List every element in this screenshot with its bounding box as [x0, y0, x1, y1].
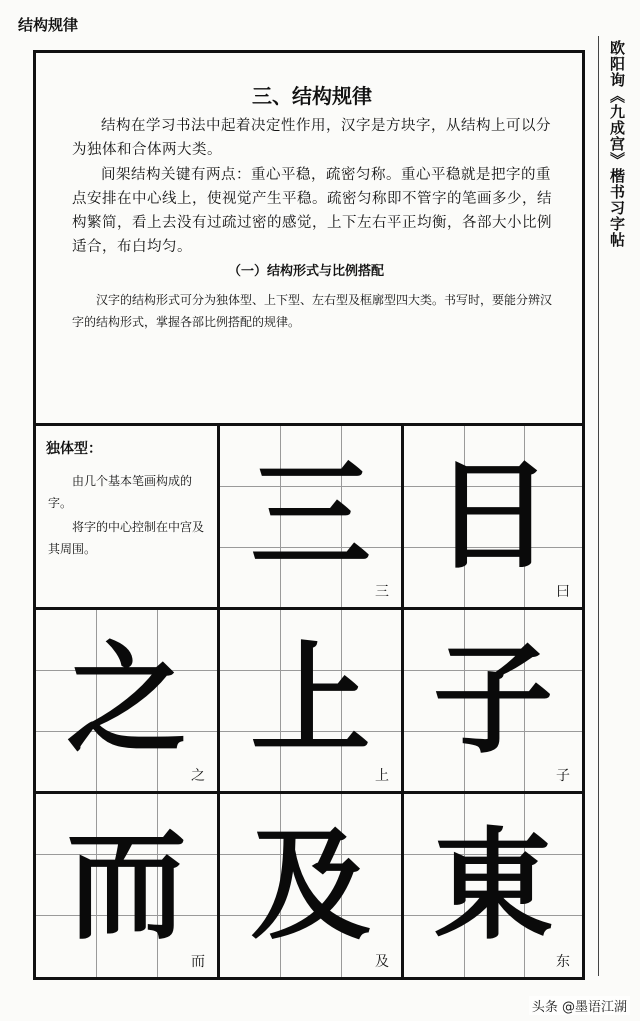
- paragraph-2: 间架结构关键有两点：重心平稳，疏密匀称。重心平稳就是把字的重点安排在中心线上，使视觉产生平稳。疏密匀称即不管字的笔画多少，结构繁简，看上去没有过疏过密的感觉，上下左右平正均衡，各部大小比例适合，布白均匀。: [72, 167, 552, 255]
- info-line-2: 将字的中心控制在中宫及其周围。: [48, 520, 205, 556]
- model-character: 及: [250, 815, 371, 956]
- info-box-single-type: [33, 423, 220, 610]
- char-cell: [217, 423, 404, 610]
- model-character: 東: [433, 815, 553, 956]
- model-character: 之: [66, 629, 187, 770]
- character-label: 曰: [554, 581, 572, 601]
- character-label: 及: [373, 951, 391, 971]
- model-character: 而: [66, 815, 187, 956]
- character-label: 之: [189, 765, 207, 785]
- char-cell: [217, 791, 404, 980]
- practice-grid: [33, 423, 585, 980]
- info-title: 独体型：: [46, 441, 102, 457]
- info-line-1: 由几个基本笔画构成的字。: [48, 474, 193, 510]
- char-cell: [401, 607, 585, 794]
- model-character: 三: [250, 445, 371, 586]
- character-label: 子: [554, 765, 572, 785]
- model-character: 日: [433, 445, 553, 586]
- char-cell: [401, 791, 585, 980]
- watermark: 头条 @墨语江湖: [529, 996, 630, 1015]
- sub-heading: （一）结构形式与比例搭配: [227, 264, 384, 279]
- model-character: 子: [433, 629, 553, 770]
- char-cell: [33, 791, 220, 980]
- margin-divider: [598, 36, 599, 976]
- page-header-label: 结构规律: [18, 16, 79, 34]
- char-cell: [33, 607, 220, 794]
- character-label: 三: [373, 581, 391, 601]
- model-character: 上: [250, 629, 371, 770]
- char-cell: [401, 423, 585, 610]
- book-title-vertical: 欧阳询《九成宫》楷书习字帖: [608, 40, 626, 248]
- character-label: 上: [373, 765, 391, 785]
- paragraph-1: 结构在学习书法中起着决定性作用，汉字是方块字，从结构上可以分为独体和合体两大类。: [72, 118, 551, 158]
- character-label: 东: [554, 951, 572, 971]
- char-cell: [217, 607, 404, 794]
- structure-forms-paragraph: 汉字的结构形式可分为独体型、上下型、左右型及框廓型四大类。书写时，要能分辨汉字的结构形式，掌握各部比例搭配的规律。: [72, 293, 553, 329]
- character-label: 而: [189, 951, 207, 971]
- section-heading: 三、结构规律: [252, 84, 372, 108]
